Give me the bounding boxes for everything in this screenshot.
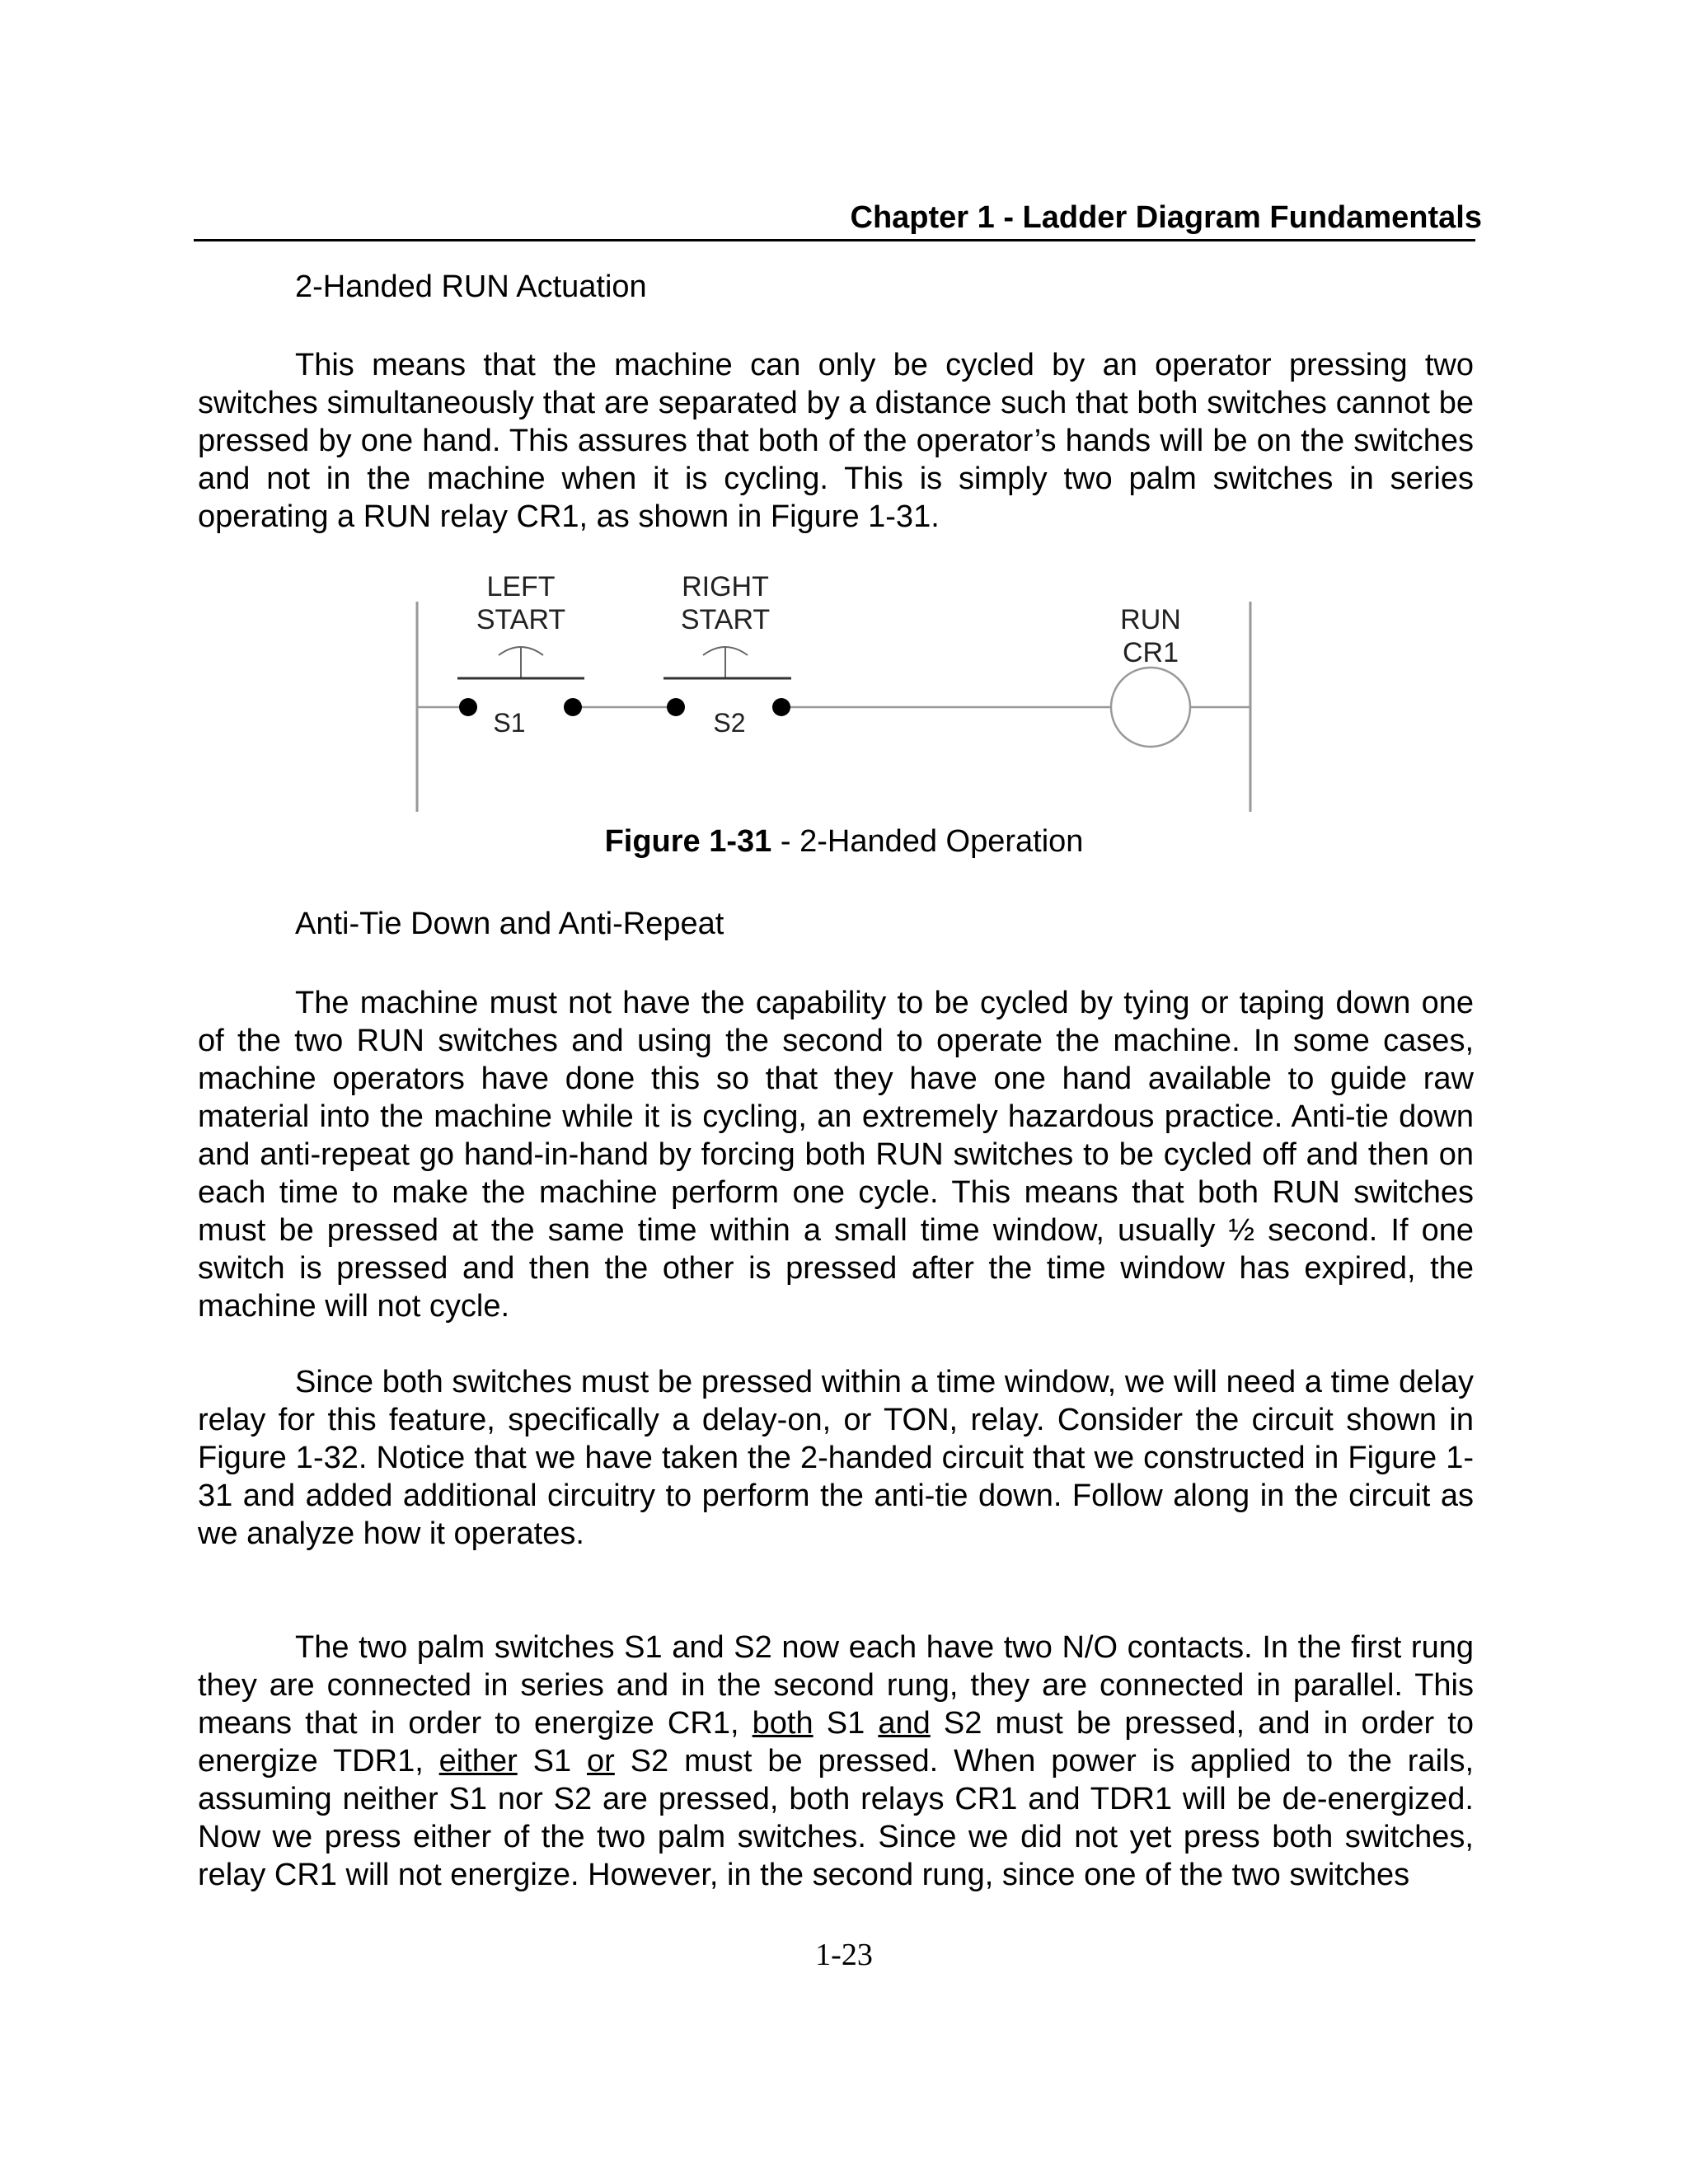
switch-s1-palm-arc xyxy=(499,647,543,655)
switch-s2-palm-arc xyxy=(703,647,748,655)
switch-s2-contact-right xyxy=(772,698,790,716)
coil-circle xyxy=(1111,668,1190,747)
switch-s1-contact-left xyxy=(459,698,477,716)
paragraph-3-part3: S2 must be pressed, and in order to energize TDR1, xyxy=(198,1706,1474,1779)
switch-s2-id: S2 xyxy=(713,708,746,738)
switch-s1 xyxy=(457,571,584,738)
coil-label-line1: RUN xyxy=(1120,604,1181,635)
paragraph-anti-tie-3 xyxy=(198,1629,1474,1894)
paragraph-two-handed xyxy=(198,346,1474,536)
switch-s2-label-line2: START xyxy=(680,604,771,635)
chapter-header: Chapter 1 - Ladder Diagram Fundamentals xyxy=(850,200,1482,235)
switch-s1-id: S1 xyxy=(493,708,526,738)
coil-cr1 xyxy=(1111,604,1190,747)
paragraph-two-handed-text: This means that the machine can only be cycled by an operator pressing two switches simultaneously that are separated by a distance such that both switches cannot be pressed by one hand. This assures that both of the operator’s hands will be on the switches and not in the machine when it is cycling. This is simply two palm switches in series operating a RUN relay CR1, as shown in Figure 1-31. xyxy=(198,348,1474,534)
page-number: 1-23 xyxy=(815,1938,873,1972)
paragraph-3-part1: The two palm switches S1 and S2 now each have two N/O contacts. In the first rung they are connected in series and in the second rung, they are connected in parallel. This means that in order to energize CR1, xyxy=(198,1630,1474,1741)
figure-caption xyxy=(0,824,1688,860)
switch-s2-contact-left xyxy=(667,698,685,716)
paragraph-anti-tie-2-text: Since both switches must be pressed within a time window, we will need a time delay relay for this feature, specifically a delay-on, or TON, relay. Consider the circuit shown in Figure 1-32. Notice that we have taken the 2-handed circuit that we constructed in Figure 1-31 and added additional circuitry to perform the anti-tie down. Follow along in the circuit as we analyze how it operates. xyxy=(198,1365,1474,1551)
header-rule xyxy=(194,239,1475,241)
switch-s2 xyxy=(663,571,791,738)
switch-s1-contact-right xyxy=(564,698,582,716)
section-heading-two-handed: 2-Handed RUN Actuation xyxy=(295,269,647,304)
paragraph-anti-tie-1-text: The machine must not have the capability to be cycled by tying or taping down one of the two RUN switches and using the second to operate the machine. In some cases, machine operators have done this so that they have one hand available to guide raw material into the machine while it is cycling, an extremely hazardous practice. Anti-tie down and anti-repeat go hand-in-hand by forcing both RUN switches to be cycled off and then on each time to make the machine perform one cycle. This means that both RUN switches must be pressed at the same time within a small time window, usually ½ second. If one switch is pressed and then the other is pressed after the time window has expired, the machine will not cycle. xyxy=(198,986,1474,1324)
figure-caption-label: Figure 1-31 xyxy=(604,824,772,859)
switch-s1-label-line2: START xyxy=(476,604,566,635)
paragraph-anti-tie-2 xyxy=(198,1363,1474,1553)
figure-caption-text: - 2-Handed Operation xyxy=(771,824,1084,859)
underlined-and: and xyxy=(878,1706,931,1741)
underlined-both: both xyxy=(752,1706,814,1741)
paragraph-3-part2: S1 xyxy=(813,1706,879,1741)
underlined-or: or xyxy=(587,1744,615,1779)
coil-label-line2: CR1 xyxy=(1122,637,1179,668)
paragraph-anti-tie-1 xyxy=(198,984,1474,1325)
switch-s1-label-line1: LEFT xyxy=(486,571,556,602)
paragraph-3-part4: S1 xyxy=(517,1744,588,1779)
section-heading-anti-tie: Anti-Tie Down and Anti-Repeat xyxy=(295,907,724,941)
underlined-either: either xyxy=(438,1744,518,1779)
switch-s2-label-line1: RIGHT xyxy=(682,571,769,602)
paragraph-3-part5: S2 must be pressed. When power is applied to the rails, assuming neither S1 nor S2 are pressed, both relays CR1 and TDR1 will be de-energized. Now we press either of the two palm switches. Since we did not yet press both switches, relay CR1 will not energize. However, in the second rung, since one of the two switches xyxy=(198,1744,1475,1892)
